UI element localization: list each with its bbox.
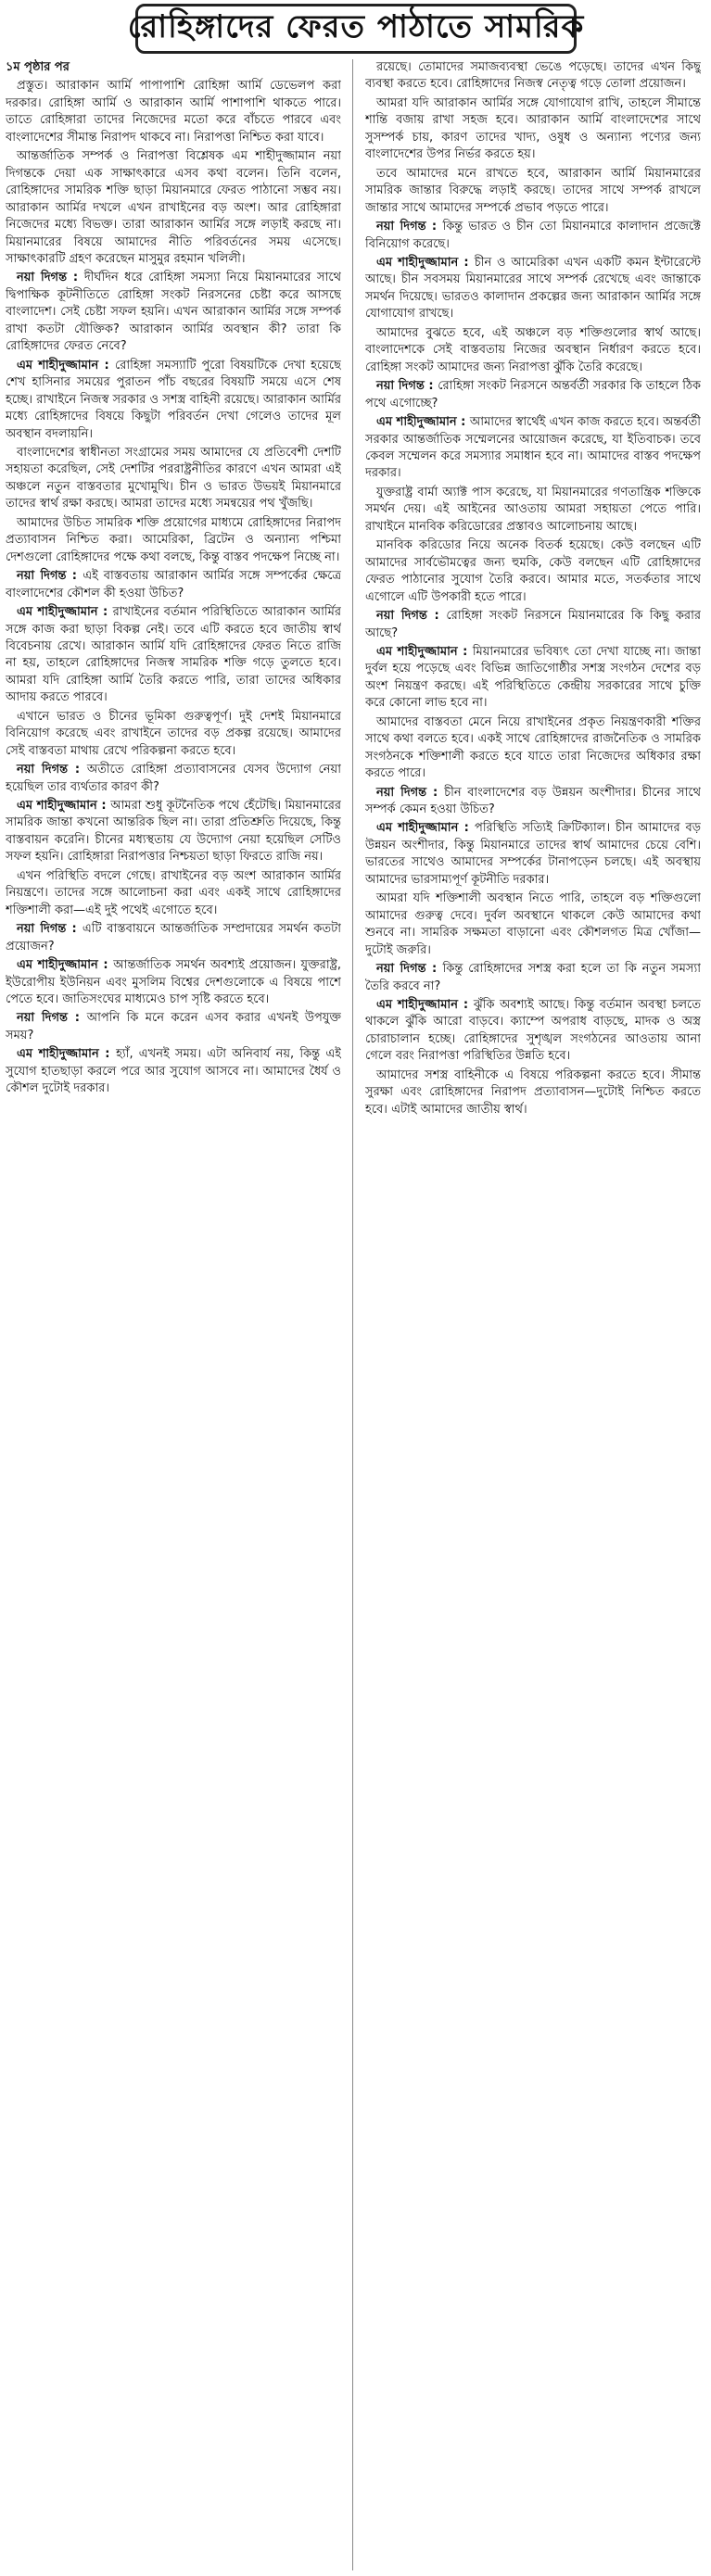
paragraph <box>365 414 701 483</box>
paragraph-text: আমাদের স্বার্থেই এখন কাজ করতে হবে। অন্তর্বর্তী সরকার আন্তর্জাতিক সম্মেলনের আয়োজন করেছে, যা ইতিবাচক। তবে কেবল সম্মেলন করে সমস্যার সমাধান হবে না। আমাদের বাস্তব পদক্ষেপ দরকার। <box>365 415 701 481</box>
headline: রোহিঙ্গাদের ফেরত পাঠাতে সামরিক <box>127 7 585 45</box>
column-divider <box>352 59 353 2570</box>
paragraph <box>365 378 701 412</box>
paragraph-text: মিয়ানমারের ভবিষ্যৎ তো দেখা যাচ্ছে না। জান্তা দুর্বল হয়ে পড়েছে এবং বিভিন্ন জাতিগোষ্ঠীর সশস্ত্র সংগঠন দেশের বড় অংশ নিয়ন্ত্রণ করছে। এই পরিস্থিতিতে কেন্দ্রীয় সরকারের সাথে চুক্তি করে কোনো লাভ হবে না। <box>365 644 701 711</box>
paragraph <box>6 762 341 796</box>
speaker-label: এম শাহীদুজ্জামান : <box>17 799 111 814</box>
paragraph <box>365 820 701 889</box>
paragraph <box>365 255 701 323</box>
continued-label: ১ম পৃষ্ঠার পর <box>6 60 70 74</box>
headline-box <box>127 4 585 54</box>
paragraph <box>6 709 341 760</box>
paragraph <box>6 868 341 919</box>
speaker-label: নয়া দিগন্ত : <box>17 922 83 937</box>
paragraph <box>365 608 701 642</box>
paragraph-text: দীর্ঘদিন ধরে রোহিঙ্গা সমস্যা নিয়ে মিয়ানমারের সাথে দ্বিপাক্ষিক কূটনীতিতে রোহিঙ্গা সংকট নিরসনের চেষ্টা করে আসছে বাংলাদেশ। সেই চেষ্টা সফল হয়নি। এখন আরাকান আর্মির সঙ্গে সম্পর্ক রাখা কতটা যৌক্তিক? আরাকান আর্মির অবস্থান কী? তারা কি রোহিঙ্গাদের ফেরত নেবে? <box>6 271 341 354</box>
paragraph-text: আমরা যদি আরাকান আর্মির সঙ্গে যোগাযোগ রাখি, তাহলে সীমান্তে শান্তি বজায় রাখা সহজ হবে। আরাকান আর্মি বাংলাদেশের সাথে সুসম্পর্ক চায়, কারণ তাদের খাদ্য, ওষুধ ও অন্যান্য পণ্যের জন্য বাংলাদেশের উপর নির্ভর করতে হয়। <box>365 95 701 162</box>
paragraph-text: আন্তর্জাতিক সমর্থন অবশ্যই প্রয়োজন। যুক্তরাষ্ট্র, ইউরোপীয় ইউনিয়ন এবং মুসলিম বিশ্বের দেশগুলোকে এ বিষয়ে পাশে পেতে হবে। জাতিসংঘের মাধ্যমেও চাপ সৃষ্টি করতে হবে। <box>6 958 341 1007</box>
paragraph <box>6 1046 341 1097</box>
paragraph <box>6 515 341 566</box>
paragraph-text: এখন পরিস্থিতি বদলে গেছে। রাখাইনের বড় অংশ আরাকান আর্মির নিয়ন্ত্রণে। তাদের সঙ্গে আলোচনা করা এবং একই সাথে রোহিঙ্গাদের শক্তিশালী করা—এই দুই পথেই এগোতে হবে। <box>6 868 341 917</box>
speaker-label: এম শাহীদুজ্জামান : <box>376 644 473 659</box>
right-paragraphs <box>365 59 701 1118</box>
paragraph-text: আমাদের বাস্তবতা মেনে নিয়ে রাখাইনের প্রকৃত নিয়ন্ত্রণকারী শক্তির সাথে কথা বলতে হবে। একই সাথে রোহিঙ্গাদের রাজনৈতিক ও সামরিক সংগঠনকে শক্তিশালী করতে হবে যাতে তারা নিজেদের অধিকার রক্ষা করতে পারে। <box>365 714 701 781</box>
speaker-label: নয়া দিগন্ত : <box>376 609 447 624</box>
speaker-label: এম শাহীদুজ্জামান : <box>376 998 474 1013</box>
paragraph-text: এটি বাস্তবায়নে আন্তর্জাতিক সম্প্রদায়ের সমর্থন কতটা প্রয়োজন? <box>6 922 341 953</box>
paragraph <box>365 961 701 995</box>
speaker-label: এম শাহীদুজ্জামান : <box>17 358 115 373</box>
speaker-label: নয়া দিগন্ত : <box>17 271 84 285</box>
speaker-label: নয়া দিগন্ত : <box>376 962 443 977</box>
paragraph <box>365 325 701 376</box>
paragraph-text: এখানে ভারত ও চীনের ভূমিকা গুরুত্বপূর্ণ। দুই দেশই মিয়ানমারে বিনিয়োগ করেছে এবং রাখাইনে তাদের বড় প্রকল্প রয়েছে। আমাদের সেই বাস্তবতা মাথায় রেখে পরিকল্পনা করতে হবে। <box>6 709 341 758</box>
paragraph-text: রোহিঙ্গা সমস্যাটি পুরো বিষয়টিকে দেখা হয়েছে শেখ হাসিনার সময়ের পুরাতন পাঁচ বছরের বিষয়টি সময়ে এসে শেষ হচ্ছে। রাখাইনে নিজস্ব সরকার ও সশস্ত্র বাহিনী রয়েছে। আরাকান আর্মির মধ্যে রোহিঙ্গাদের বিষয়ে কিছুটা পরিবর্তন দেখা গেলেও তাদের মূল অবস্থান বদলায়নি। <box>6 358 341 441</box>
paragraph-text: কিন্তু ভারত ও চীন তো মিয়ানমারে কালাদান প্রজেক্টে বিনিয়োগ করেছে। <box>365 220 701 251</box>
paragraph <box>6 1010 341 1044</box>
paragraph-text: যুক্তরাষ্ট্র বার্মা অ্যাক্ট পাস করেছে, যা মিয়ানমারের গণতান্ত্রিক শক্তিকে সমর্থন দেয়। এই আইনের আওতায় আমরা সহায়তা পেতে পারি। রাখাইনে মানবিক করিডোরের প্রস্তাবও আলোচনায় আছে। <box>365 485 701 534</box>
paragraph <box>6 957 341 1008</box>
paragraph <box>6 921 341 955</box>
speaker-label: এম শাহীদুজ্জামান : <box>17 958 114 973</box>
right-column <box>365 59 701 2570</box>
paragraph-text: অতীতে রোহিঙ্গা প্রত্যাবাসনের যেসব উদ্যোগ নেয়া হয়েছিল তার ব্যর্থতার কারণ কী? <box>6 763 341 794</box>
speaker-label: এম শাহীদুজ্জামান : <box>376 821 475 836</box>
speaker-label: নয়া দিগন্ত : <box>376 220 443 234</box>
paragraph <box>6 148 341 268</box>
paragraph <box>6 798 341 866</box>
paragraph-text: এই বাস্তবতায় আরাকান আর্মির সঙ্গে সম্পর্কের ক্ষেত্রে বাংলাদেশের কৌশল কী হওয়া উচিত? <box>6 569 341 600</box>
paragraph <box>365 1067 701 1118</box>
speaker-label: নয়া দিগন্ত : <box>17 569 83 584</box>
paragraph-text: পরিস্থিতি সত্যিই ক্রিটিক্যাল। চীন আমাদের বড় উন্নয়ন অংশীদার, কিন্তু মিয়ানমারে তাদের স্বার্থ আমাদের চেয়ে বেশি। ভারতের সাথেও আমাদের সম্পর্কের টানাপড়েন চলছে। এই অবস্থায় আমাদের ভারসাম্যপূর্ণ কূটনীতি দরকার। <box>365 821 701 887</box>
paragraph-text: কিন্তু রোহিঙ্গাদের সশস্ত্র করা হলে তা কি নতুন সমস্যা তৈরি করবে না? <box>365 962 701 993</box>
speaker-label: এম শাহীদুজ্জামান : <box>17 605 113 620</box>
speaker-label: নয়া দিগন্ত : <box>376 379 438 394</box>
paragraph <box>6 358 341 443</box>
paragraph <box>365 537 701 606</box>
paragraph <box>365 644 701 713</box>
paragraph <box>365 219 701 253</box>
speaker-label: এম শাহীদুজ্জামান : <box>17 1047 117 1062</box>
continued-paragraph <box>6 59 341 76</box>
paragraph-text: মানবিক করিডোর নিয়ে অনেক বিতর্ক হয়েছে। কেউ বলছেন এটি আমাদের সার্বভৌমত্বের জন্য হুমকি, কেউ বলছেন এটি রোহিঙ্গাদের ফেরত পাঠানোর সুযোগ তৈরি করবে। আমার মতে, সতর্কতার সাথে এগোলে এটি উপকারী হতে পারে। <box>365 538 701 604</box>
paragraph <box>6 604 341 707</box>
paragraph <box>6 568 341 602</box>
paragraph <box>6 78 341 146</box>
paragraph-text: রোহিঙ্গা সংকট নিরসনে অন্তর্বর্তী সরকার কি তাহলে ঠিক পথে এগোচ্ছে? <box>365 379 701 410</box>
paragraph <box>365 166 701 217</box>
paragraph-text: আমাদের সশস্ত্র বাহিনীকে এ বিষয়ে পরিকল্পনা করতে হবে। সীমান্ত সুরক্ষা এবং রোহিঙ্গাদের নিরাপদ প্রত্যাবাসন—দুটোই নিশ্চিত করতে হবে। এটাই আমাদের জাতীয় স্বার্থ। <box>365 1067 701 1117</box>
paragraph-text: চীন বাংলাদেশের বড় উন্নয়ন অংশীদার। চীনের সাথে সম্পর্ক কেমন হওয়া উচিত? <box>365 785 701 817</box>
paragraph <box>365 890 701 959</box>
paragraph-text: আমাদের বুঝতে হবে, এই অঞ্চলে বড় শক্তিগুলোর স্বার্থ আছে। বাংলাদেশকে সেই বাস্তবতায় নিজের অবস্থান নির্ধারণ করতে হবে। রোহিঙ্গা সংকট আমাদের জন্য নিরাপত্তা ঝুঁকি তৈরি করেছে। <box>365 325 701 374</box>
paragraph-text: প্রস্তুত। আরাকান আর্মি পাপাপাশি রোহিঙ্গা আর্মি ডেভেলপ করা দরকার। রোহিঙ্গা আর্মি ও আরাকান আর্মি পাশাপাশি থাকতে পারে। তাতে রোহিঙ্গারা তাদের নিজেদের মতো করে বাঁচতে পারবে এবং বাংলাদেশের সীমান্ত নিরাপদ থাকবে না। নিরাপত্তা নিশ্চিত করা যাবে। <box>6 79 341 145</box>
paragraph-text: রয়েছে। তোমাদের সমাজব্যবস্থা ভেঙে পড়েছে। তাদের এখন কিছু ব্যবস্থা করতে হবে। রোহিঙ্গাদের নিজস্ব নেতৃত্ব গড়ে তোলা প্রয়োজন। <box>365 60 701 92</box>
paragraph <box>365 785 701 819</box>
paragraph <box>365 997 701 1066</box>
paragraph-text: আমাদের উচিত সামরিক শক্তি প্রয়োগের মাধ্যমে রোহিঙ্গাদের নিরাপদ প্রত্যাবাসন নিশ্চিত করা। আমেরিকা, ব্রিটেন ও অন্যান্য পশ্চিমা দেশগুলো রোহিঙ্গাদের পক্ষে কথা বলছে, কিন্তু বাস্তব পদক্ষেপ নিচ্ছে না। <box>6 515 341 564</box>
paragraph-text: আমরা যদি শক্তিশালী অবস্থান নিতে পারি, তাহলে বড় শক্তিগুলো আমাদের গুরুত্ব দেবে। দুর্বল অবস্থানে থাকলে কেউ আমাদের কথা শুনবে না। সামরিক সক্ষমতা বাড়ানো এবং কৌশলগত মিত্র খোঁজা—দুটোই জরুরি। <box>365 891 701 957</box>
left-column <box>6 59 341 2570</box>
speaker-label: নয়া দিগন্ত : <box>17 1011 87 1026</box>
paragraph-text: তবে আমাদের মনে রাখতে হবে, আরাকান আর্মি মিয়ানমারের সামরিক জান্তার বিরুদ্ধে লড়াই করছে। তাদের সাথে সম্পর্ক রাখলে জান্তার সাথে আমাদের সম্পর্কে প্রভাব পড়তে পারে। <box>365 166 701 215</box>
paragraph-text: আপনি কি মনে করেন এসব করার এখনই উপযুক্ত সময়? <box>6 1011 341 1042</box>
paragraph <box>365 59 701 94</box>
speaker-label: নয়া দিগন্ত : <box>376 785 445 800</box>
speaker-label: নয়া দিগন্ত : <box>17 763 87 777</box>
speaker-label: এম শাহীদুজ্জামান : <box>376 415 470 430</box>
paragraph-text: হ্যাঁ, এখনই সময়। এটা অনিবার্য নয়, কিন্তু এই সুযোগ হাতছাড়া করলে পরে আর সুযোগ আসবে না। আমাদের ধৈর্য ও কৌশল দুটোই দরকার। <box>6 1047 341 1096</box>
paragraph-text: আমরা শুধু কূটনৈতিক পথে হেঁটেছি। মিয়ানমারের সামরিক জান্তা কখনো আন্তরিক ছিল না। তারা প্রতিশ্রুতি দিয়েছে, কিন্তু বাস্তবায়ন করেনি। চীনের মধ্যস্থতায় যে উদ্যোগ নেয়া হয়েছিল সেটিও সফল হয়নি। রোহিঙ্গারা নিরাপত্তার নিশ্চয়তা ছাড়া ফিরতে রাজি নয়। <box>6 799 341 865</box>
left-paragraphs <box>6 78 341 1097</box>
paragraph <box>6 445 341 513</box>
paragraph-text: আন্তর্জাতিক সম্পর্ক ও নিরাপত্তা বিশ্লেষক এম শাহীদুজ্জামান নয়া দিগন্তকে দেয়া এক সাক্ষাৎকারে এসব কথা বলেন। তিনি বলেন, রোহিঙ্গাদের সামরিক শক্তি ছাড়া মিয়ানমারে ফেরত পাঠানো সম্ভব নয়। আরাকান আর্মির দখলে এখন রাখাইনের বড় অংশ। আর রোহিঙ্গারা নিজেদের মধ্যে বিভক্ত। তারা আরাকান আর্মির সঙ্গে লড়াই করছে না। মিয়ানমারের বিষয়ে আমাদের নীতি পরিবর্তনের সময় এসেছে। সাক্ষাৎকারটি গ্রহণ করেছেন মাসুমুর রহমান খলিলী। <box>6 149 341 266</box>
paragraph-text: রোহিঙ্গা সংকট নিরসনে মিয়ানমারের কি কিছু করার আছে? <box>365 609 701 640</box>
paragraph <box>6 270 341 355</box>
paragraph-text: ঝুঁকি অবশ্যই আছে। কিন্তু বর্তমান অবস্থা চলতে থাকলে ঝুঁকি আরো বাড়বে। ক্যাম্পে অপরাধ বাড়ছে, মাদক ও অস্ত্র চোরাচালান হচ্ছে। রোহিঙ্গাদের সুশৃঙ্খল সংগঠনের আওতায় আনা গেলে বরং নিরাপত্তা পরিস্থিতির উন্নতি হবে। <box>365 998 701 1064</box>
paragraph <box>365 714 701 783</box>
paragraph <box>365 485 701 536</box>
paragraph-text: বাংলাদেশের স্বাধীনতা সংগ্রামের সময় আমাদের যে প্রতিবেশী দেশটি সহায়তা করেছিল, সেই দেশটির পররাষ্ট্রনীতির কারণে এখন আমরা এই অঞ্চলে নতুন বাস্তবতার মুখোমুখি। চীন ও ভারত উভয়ই মিয়ানমারে তাদের স্বার্থ রক্ষা করছে। আমরা তাদের মধ্যে সমন্বয়ের পথ খুঁজছি। <box>6 445 341 511</box>
speaker-label: এম শাহীদুজ্জামান : <box>376 255 475 270</box>
paragraph <box>365 95 701 164</box>
paragraph-text: চীন ও আমেরিকা এখন একটি কমন ইন্টারেস্টে আছে। চীন সবসময় মিয়ানমারের সাথে সম্পর্ক রেখেছে এবং জান্তাকে সমর্থন দিয়েছে। ভারতও কালাদান প্রকল্পের জন্য আরাকান আর্মির সঙ্গে যোগাযোগ রাখছে। <box>365 255 701 322</box>
paragraph-text: রাখাইনের বর্তমান পরিস্থিতিতে আরাকান আর্মির সঙ্গে কাজ করা ছাড়া বিকল্প নেই। তবে এটি করতে হবে জাতীয় স্বার্থ বিবেচনায় রেখে। আরাকান আর্মি যদি রোহিঙ্গাদের ফেরত নিতে রাজি না হয়, তাহলে রোহিঙ্গাদের নিজস্ব সামরিক শক্তি গড়ে তুলতে হবে। আমরা যদি রোহিঙ্গা আর্মি তৈরি করতে পারি, তারা তাদের অধিকার আদায় করতে পারবে। <box>6 605 341 705</box>
